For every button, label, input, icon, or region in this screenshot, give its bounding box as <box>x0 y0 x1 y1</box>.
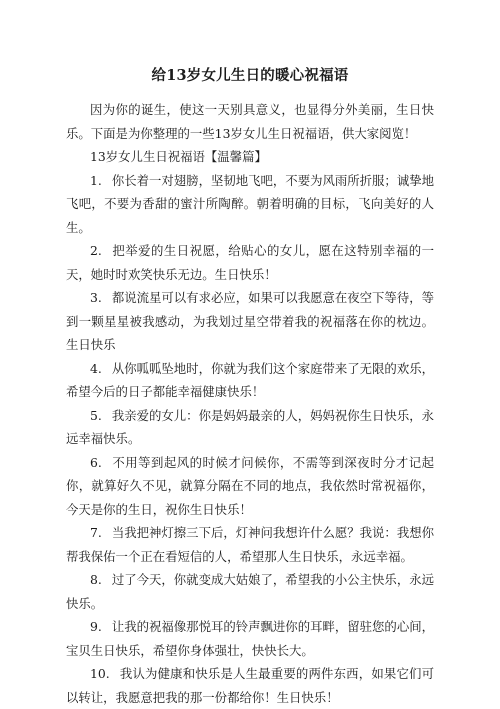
list-item <box>66 568 434 615</box>
item-number: 9. <box>90 619 102 634</box>
item-text: 我亲爱的女儿：你是妈妈最亲的人，妈妈祝你生日快乐，永远幸福快乐。 <box>66 407 434 446</box>
list-item <box>66 615 434 662</box>
item-number: 4. <box>90 360 102 376</box>
list-item <box>66 521 434 568</box>
item-number: 10. <box>90 666 110 681</box>
list-item <box>66 286 434 357</box>
item-text: 当我把神灯擦三下后，灯神问我想许什么愿？我说：我想你帮我保佑一个正在看短信的人，希望那人生日快乐，永远幸福。 <box>66 525 434 564</box>
item-number: 6. <box>90 454 102 470</box>
list-item <box>66 404 434 451</box>
item-number: 3. <box>90 290 102 305</box>
item-text: 我认为健康和快乐是人生最重要的两件东西，如果它们可以转让，我愿意把我的那一份都给你！生日快乐！ <box>66 666 434 705</box>
item-number: 5. <box>90 407 102 423</box>
section-heading: 13岁女儿生日祝福语【温馨篇】 <box>90 149 267 164</box>
item-text: 从你呱呱坠地时，你就为我们这个家庭带来了无限的欢乐，希望今后的日子都能幸福健康快乐！ <box>66 360 434 399</box>
list-item <box>66 239 434 286</box>
item-number: 7. <box>90 525 102 540</box>
list-item <box>66 357 434 404</box>
item-text: 不用等到起风的时候才问候你，不需等到深夜时分才记起你，就算好久不见，就算分隔在不同的地点，我依然时常祝福你，今天是你的生日，祝你生日快乐！ <box>66 454 434 517</box>
list-item <box>66 662 434 709</box>
item-number: 8. <box>90 572 102 587</box>
item-number: 1. <box>90 172 102 188</box>
item-text: 让我的祝福像那悦耳的铃声飘进你的耳畔，留驻您的心间，宝贝生日快乐，希望你身体强壮，快快长大。 <box>66 619 434 658</box>
item-text: 把举爱的生日祝愿，给贴心的女儿，愿在这特别幸福的一天，她时时欢笑快乐无边。生日快乐！ <box>66 243 434 282</box>
list-item <box>66 169 434 240</box>
item-number: 2. <box>90 243 102 258</box>
item-text: 都说流星可以有求必应，如果可以我愿意在夜空下等待，等到一颗星星被我感动，为我划过星空带着我的祝福落在你的枕边。生日快乐 <box>66 290 434 352</box>
item-text: 你长着一对翅膀，坚韧地飞吧，不要为风雨所折服；诚挚地飞吧，不要为香甜的蜜汁所陶醉。朝着明确的目标，飞向美好的人生。 <box>66 172 434 235</box>
list-item <box>66 451 434 522</box>
item-text: 过了今天，你就变成大姑娘了，希望我的小公主快乐，永远快乐。 <box>66 572 434 611</box>
intro-paragraph: 因为你的诞生，使这一天别具意义，也显得分外美丽，生日快乐。下面是为你整理的一些13岁女儿生日祝福语，供大家阅览！ <box>66 102 434 141</box>
document-title: 给13岁女儿生日的暖心祝福语 <box>151 67 349 84</box>
